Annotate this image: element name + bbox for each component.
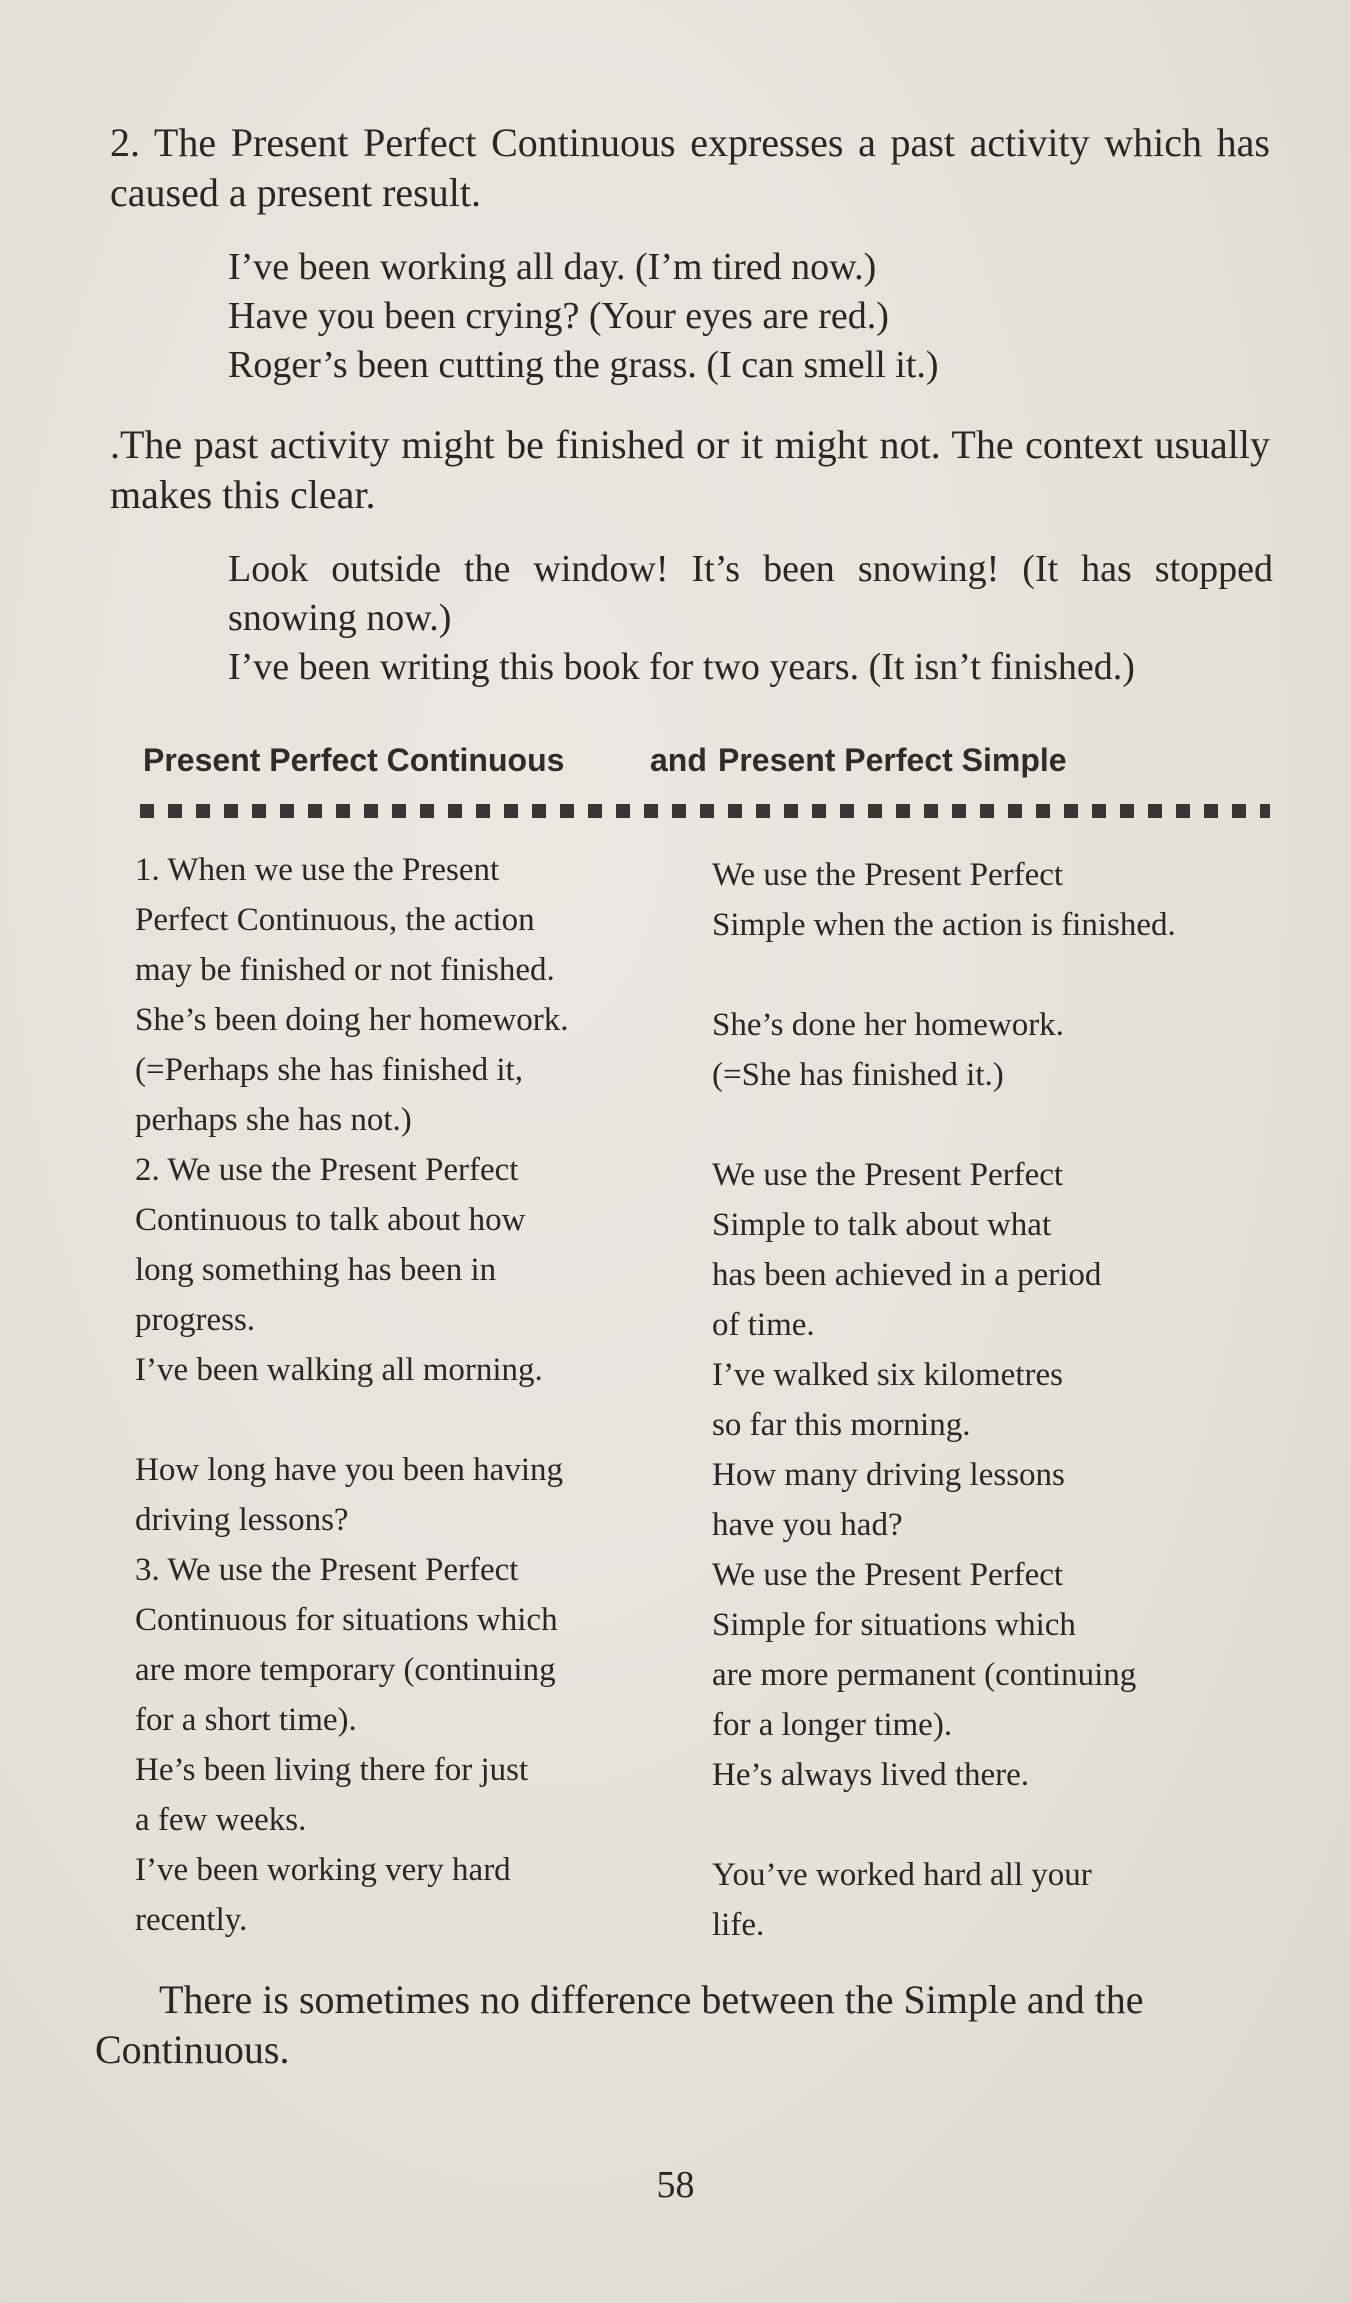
left-line: 3. We use the Present Perfect (135, 1552, 519, 1588)
left-line: Continuous for situations which (135, 1602, 558, 1638)
left-line: (=Perhaps she has finished it, (135, 1052, 523, 1088)
example-line: I’ve been writing this book for two years. (It isn’t finished.) (228, 646, 1135, 688)
right-line: How many driving lessons (712, 1457, 1065, 1493)
right-line: are more permanent (continuing (712, 1657, 1137, 1693)
left-line: progress. (135, 1302, 256, 1338)
example-line: I’ve been working all day. (I’m tired now.) (228, 246, 877, 288)
and-word: and (650, 742, 707, 778)
right-line: have you had? (712, 1507, 903, 1543)
right-line: so far this morning. (712, 1407, 971, 1443)
left-line: I’ve been working very hard (135, 1852, 511, 1888)
right-line: Simple for situations which (712, 1607, 1076, 1643)
left-line: He’s been living there for just (135, 1752, 529, 1788)
example-line: Roger’s been cutting the grass. (I can smell it.) (228, 344, 939, 386)
left-line: She’s been doing her homework. (135, 1002, 569, 1038)
left-line: I’ve been walking all morning. (135, 1352, 543, 1388)
context-paragraph: .The past activity might be finished or it might not. The context usually makes this clear. (110, 422, 1270, 517)
right-heading: Present Perfect Simple (718, 742, 1067, 778)
left-line: driving lessons? (135, 1502, 349, 1538)
context-examples (228, 545, 1273, 692)
left-line: for a short time). (135, 1702, 357, 1738)
section-2-paragraph: 2. The Present Perfect Continuous expresses a past activity which has caused a present result. (110, 120, 1270, 215)
right-line: Simple to talk about what (712, 1207, 1052, 1243)
right-line: (=She has finished it.) (712, 1057, 1004, 1093)
left-line: 2. We use the Present Perfect (135, 1152, 519, 1188)
right-line: He’s always lived there. (712, 1757, 1030, 1793)
example-line: Have you been crying? (Your eyes are red.) (228, 295, 889, 337)
left-line: are more temporary (continuing (135, 1652, 556, 1688)
right-line (712, 1100, 1272, 1150)
left-line: Perfect Continuous, the action (135, 902, 535, 938)
right-line: life. (712, 1907, 765, 1943)
right-line: has been achieved in a period (712, 1257, 1102, 1293)
section-2-examples (228, 243, 1273, 390)
right-line: Simple when the action is finished. (712, 907, 1176, 943)
left-line (135, 1395, 675, 1445)
page-number: 58 (656, 2164, 695, 2206)
left-line: How long have you been having (135, 1452, 563, 1488)
left-line: perhaps she has not.) (135, 1102, 412, 1138)
left-line: a few weeks. (135, 1802, 307, 1838)
left-line: 1. When we use the Present (135, 852, 500, 888)
right-line: of time. (712, 1307, 815, 1343)
right-line (712, 950, 1272, 1000)
right-line: You’ve worked hard all your (712, 1857, 1092, 1893)
right-line: She’s done her homework. (712, 1007, 1064, 1043)
example-line: Look outside the window! It’s been snowing! (It has stopped snowing now.) (228, 548, 1273, 639)
dotted-divider (140, 802, 1270, 820)
right-line: We use the Present Perfect (712, 1157, 1064, 1193)
right-line: I’ve walked six kilometres (712, 1357, 1063, 1393)
left-heading: Present Perfect Continuous (143, 742, 565, 778)
left-line: long something has been in (135, 1252, 497, 1288)
right-column (712, 850, 1272, 1950)
right-line: We use the Present Perfect (712, 857, 1064, 893)
left-line: may be finished or not finished. (135, 952, 555, 988)
left-line: recently. (135, 1902, 248, 1938)
left-line: Continuous to talk about how (135, 1202, 526, 1238)
closing-paragraph: There is sometimes no difference between the Simple and the Continuous. (95, 1977, 1144, 2072)
right-line: for a longer time). (712, 1707, 953, 1743)
right-line: We use the Present Perfect (712, 1557, 1064, 1593)
right-line (712, 1800, 1272, 1850)
left-column (135, 845, 675, 1945)
